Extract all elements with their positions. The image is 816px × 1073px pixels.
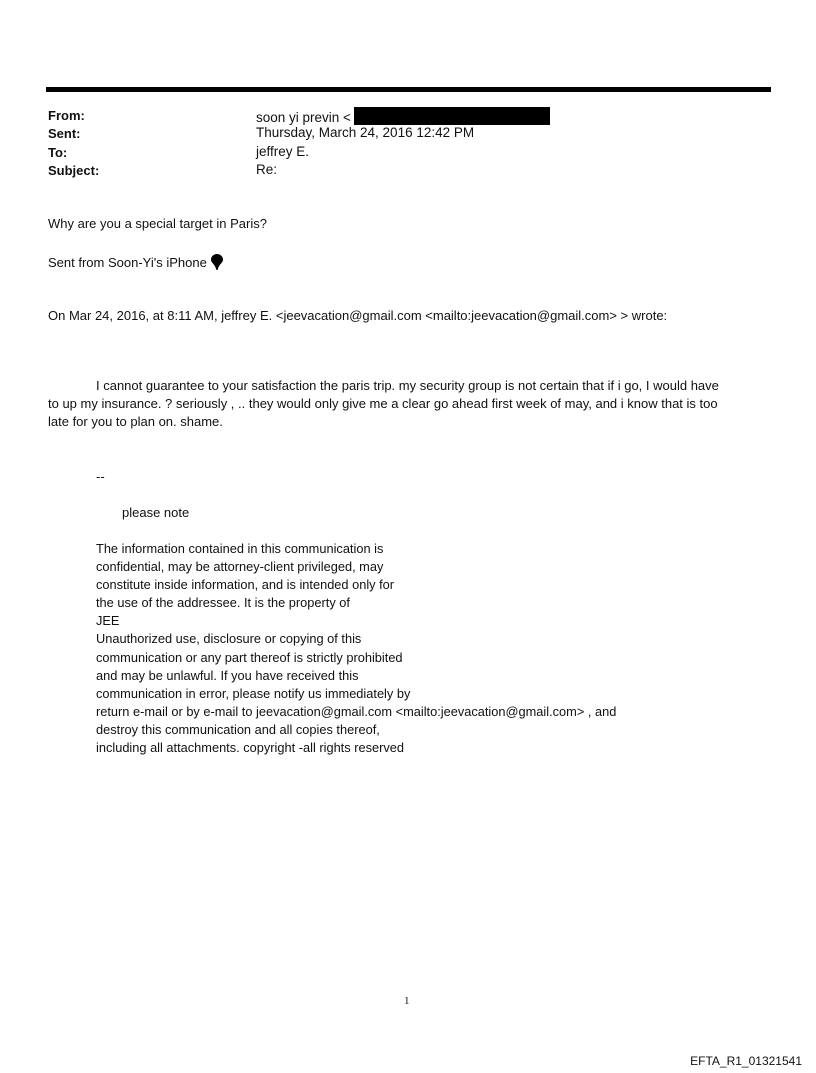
document-id: EFTA_R1_01321541 (690, 1054, 802, 1068)
note-heading: please note (122, 505, 190, 520)
disclaimer-line: destroy this communication and all copies thereof, (96, 721, 380, 737)
from-value (256, 107, 550, 125)
disclaimer-line: the use of the addressee. It is the property of (96, 595, 350, 611)
quoted-line-2: to up my insurance. ? seriously , .. they would only give me a clear go ahead first week of may, and i know that is too (48, 396, 718, 411)
from-label: From: (48, 108, 85, 123)
header-rule (46, 87, 771, 92)
to-value: jeffrey E. (256, 144, 310, 159)
quote-intro: On Mar 24, 2016, at 8:11 AM, jeffrey E. <jeevacation@gmail.com <mailto:jeevacation@gmail.com> > wrote: (48, 308, 668, 323)
redaction-bar (354, 107, 550, 125)
disclaimer-line: The information contained in this communication is (96, 541, 384, 556)
sent-label: Sent: (48, 126, 81, 141)
quoted-line-3: late for you to plan on. shame. (48, 414, 223, 429)
disclaimer (96, 540, 616, 757)
disclaimer-line: communication or any part thereof is strictly prohibited (96, 649, 403, 665)
reply-text: Why are you a special target in Paris? (48, 216, 267, 231)
subject-label: Subject: (48, 163, 100, 178)
disclaimer-line: JEE (96, 613, 120, 629)
disclaimer-line: confidential, may be attorney-client privileged, may (96, 559, 384, 575)
disclaimer-line: return e-mail or by e-mail to jeevacation@gmail.com <mailto:jeevacation@gmail.com> , and (96, 703, 617, 719)
disclaimer-line: including all attachments. copyright -all rights reserved (96, 740, 404, 756)
sender-name: soon yi previn < (256, 110, 351, 125)
subject-value: Re: (256, 162, 278, 177)
separator: -- (96, 469, 105, 484)
disclaimer-line: Unauthorized use, disclosure or copying of this (96, 631, 362, 647)
to-label: To: (48, 145, 68, 160)
disclaimer-line: and may be unlawful. If you have received this (96, 667, 359, 683)
page-number: 1 (404, 995, 410, 1007)
pin-icon (211, 254, 223, 270)
sent-value: Thursday, March 24, 2016 12:42 PM (256, 125, 475, 140)
disclaimer-line: constitute inside information, and is intended only for (96, 577, 395, 593)
disclaimer-line: communication in error, please notify us immediately by (96, 685, 411, 701)
quoted-line-1: I cannot guarantee to your satisfaction the paris trip. my security group is not certain that if i go, I would have (96, 378, 719, 393)
signature-text: Sent from Soon-Yi's iPhone (48, 255, 207, 270)
signature-line (48, 254, 223, 270)
